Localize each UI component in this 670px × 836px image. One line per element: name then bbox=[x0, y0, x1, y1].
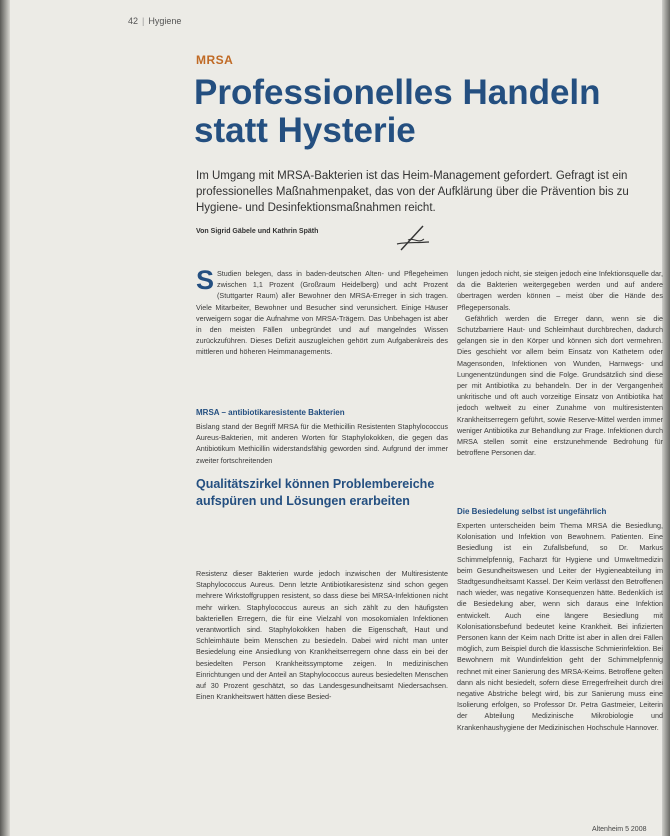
body-paragraph: Gefährlich werden die Erreger dann, wenn sie die Schutzbarriere Haut- und Schleimhaut durchbrechen, dadurch gelangen sie in den Körper und können sich dort vermehren. Dies geschieht vor allem beim Einsatz von Kathetern oder Magensonden, Infektionen von Wunden, Harnwegs- und Lungenentzündungen sind die Folge. Grundsätzlich sind diese per mit Antibiotika zu behandeln. Der in der Vergangenheit unkritische und oft auch vorzeitige Einsatz von Antibiotika hat jedoch weltweit zu einer Zunahme von multiresistenten Krankheitserregern geführt, sowie Reserve-Mittel werden immer weniger Antibiotika zur Behandlung zur Frage. Infektionen durch MRSA stellen somit eine erstzunehmende Bedrohung für betroffene Personen dar. bbox=[457, 313, 663, 458]
byline: Von Sigrid Gäbele und Kathrin Späth bbox=[196, 228, 319, 235]
pull-quote: Qualitätszirkel können Problembereiche aufspüren und Lösungen erarbeiten bbox=[196, 477, 435, 508]
column-1-body bbox=[196, 421, 448, 467]
page-spine-shadow bbox=[0, 0, 10, 836]
header-separator: | bbox=[142, 16, 145, 26]
article-kicker: MRSA bbox=[196, 53, 234, 67]
pen-icon bbox=[393, 222, 433, 252]
drop-cap: S bbox=[196, 268, 215, 295]
column-2-top bbox=[457, 268, 663, 498]
body-paragraph: Experten unterscheiden beim Thema MRSA die Besiedlung, Kolonisation und Infektion von Bewohnern. Patienten. Eine Besiedlung ist ein Zufallsbefund, so Dr. Markus Schimmelpfennig, Facharzt für Hygiene und Umweltmedizin beim Gesundheitswesen und Leiter der Hygieneabteilung im Stadtgesundheitsamt Kassel. Der Keim verlässt den Betroffenen nach wieder, was negative Konsequenzen hätte. Bedenklich ist die Besiedelung aber, wenn sich daraus eine Infektion entwickelt. Auch eine längere Besiedlung mit Kolonisationsbefund bedeutet keine Krankheit. Bei infizierten Personen kann der Keim nach Dritte ist aber in allen drei Fällen möglich, zum Beispiel durch die klassische Schmierinfektion. Bei Bewohnern mit Wundinfektion geht der Schimmelpfennig rechnet mit einer Sanierung des MRSA-Keims. Betroffene gelten dann als nicht besiedelt, sofern diese Erregerfreiheit durch drei negative Abstriche belegt wird, bis zur Sanierung muss eine Isolierung erfolgen, so Professor Dr. Petra Gastmeier, Leiterin der Abteilung Medizinische Mikrobiologie und Krankenhaushygiene der Medizinischen Hochschule Hannover. bbox=[457, 521, 663, 732]
page-number: 42 bbox=[128, 16, 139, 26]
running-header bbox=[128, 16, 181, 26]
article-lead: Im Umgang mit MRSA-Bakterien ist das Heim-Management gefordert. Gefragt ist ein professionelles Maßnahmenpaket, das von der Aufklärung über die Prävention bis zu Hygiene- und Desinfektionsmaßnahmen reicht. bbox=[196, 170, 629, 214]
column-2-bottom bbox=[457, 520, 663, 812]
section-name: Hygiene bbox=[148, 16, 182, 26]
subhead-mrsa: MRSA – antibiotikaresistente Bakterien bbox=[196, 408, 345, 417]
column-1-intro bbox=[196, 268, 448, 408]
column-1-continued bbox=[196, 568, 448, 806]
body-paragraph: Resistenz dieser Bakterien wurde jedoch inzwischen der Multiresistente Staphylococcus Aureus. Denn letzte Antibiotikaresistenz sind schon gegen mehrere Wirkstoffgruppen resistent, so dass diese bei MRSA-Infektionen nicht mehr wirken. Staphylococcus aureus an sich zählt zu den häufigsten bakteriellen Erregern, die für eine Vielzahl von mosokomialen Infektionen verantwortlich sind. Staphylokokken haben die Eigenschaft, Haut und Schleimhäute beim Menschen zu besiedeln. Dabei wird nicht man unter Besiedelung eine Ansiedlung von Krankheitserregern ohne dass ein bei der besiedelten Person Krankheitssymptome zeigen. In medizinischen Einrichtungen und der Anteil an Staphylococcus aureus besiedelten Menschen auf 30 Prozent geschätzt, so das Landesgesundheitsamt Niedersachsen. Einen Krankheitswert hätten diese Besied- bbox=[196, 569, 448, 702]
body-paragraph: Bislang stand der Begriff MRSA für die Methicillin Resistenten Staphylococcus Aureus-Bakterien, mit anderen Worten für Staphylokokken, die gegen das Antibiotikum Methicillin widerstandsfähig geworden sind. Aufgrund der immer zweiter fortschreitenden bbox=[196, 422, 448, 465]
body-paragraph: lungen jedoch nicht, sie steigen jedoch eine Infektionsquelle dar, da die Bakterien weitergegeben werden und auf andere übertragen werden können – meist über die Hände des Pflegepersonals. bbox=[457, 269, 663, 312]
intro-paragraph: Studien belegen, dass in baden-deutschen Alten- und Pflegeheimen zwischen 1,1 Prozent (Großraum Heidelberg) und acht Prozent (Stuttgarter Raum) aller Bewohner den MRSA-Erreger in sich tragen. Viele Mitarbeiter, Bewohner und Besucher sind verunsichert. Einige Häuser verweigern sogar die Aufnahme von MRSA-Trägern. Das Unbehagen ist aber in den meisten Fällen unbegründet und auf mangelndes Wissen zurückzuführen. Dieses Defizit auszugleichen gehört zum Aufgabenkreis des mittleren und höheren Heimmanagements. bbox=[196, 269, 448, 357]
page-footer: Altenheim 5 2008 bbox=[592, 826, 647, 833]
subhead-besiedelung: Die Besiedelung selbst ist ungefährlich bbox=[457, 507, 607, 516]
article-title: Professionelles Handeln statt Hysterie bbox=[194, 73, 601, 150]
